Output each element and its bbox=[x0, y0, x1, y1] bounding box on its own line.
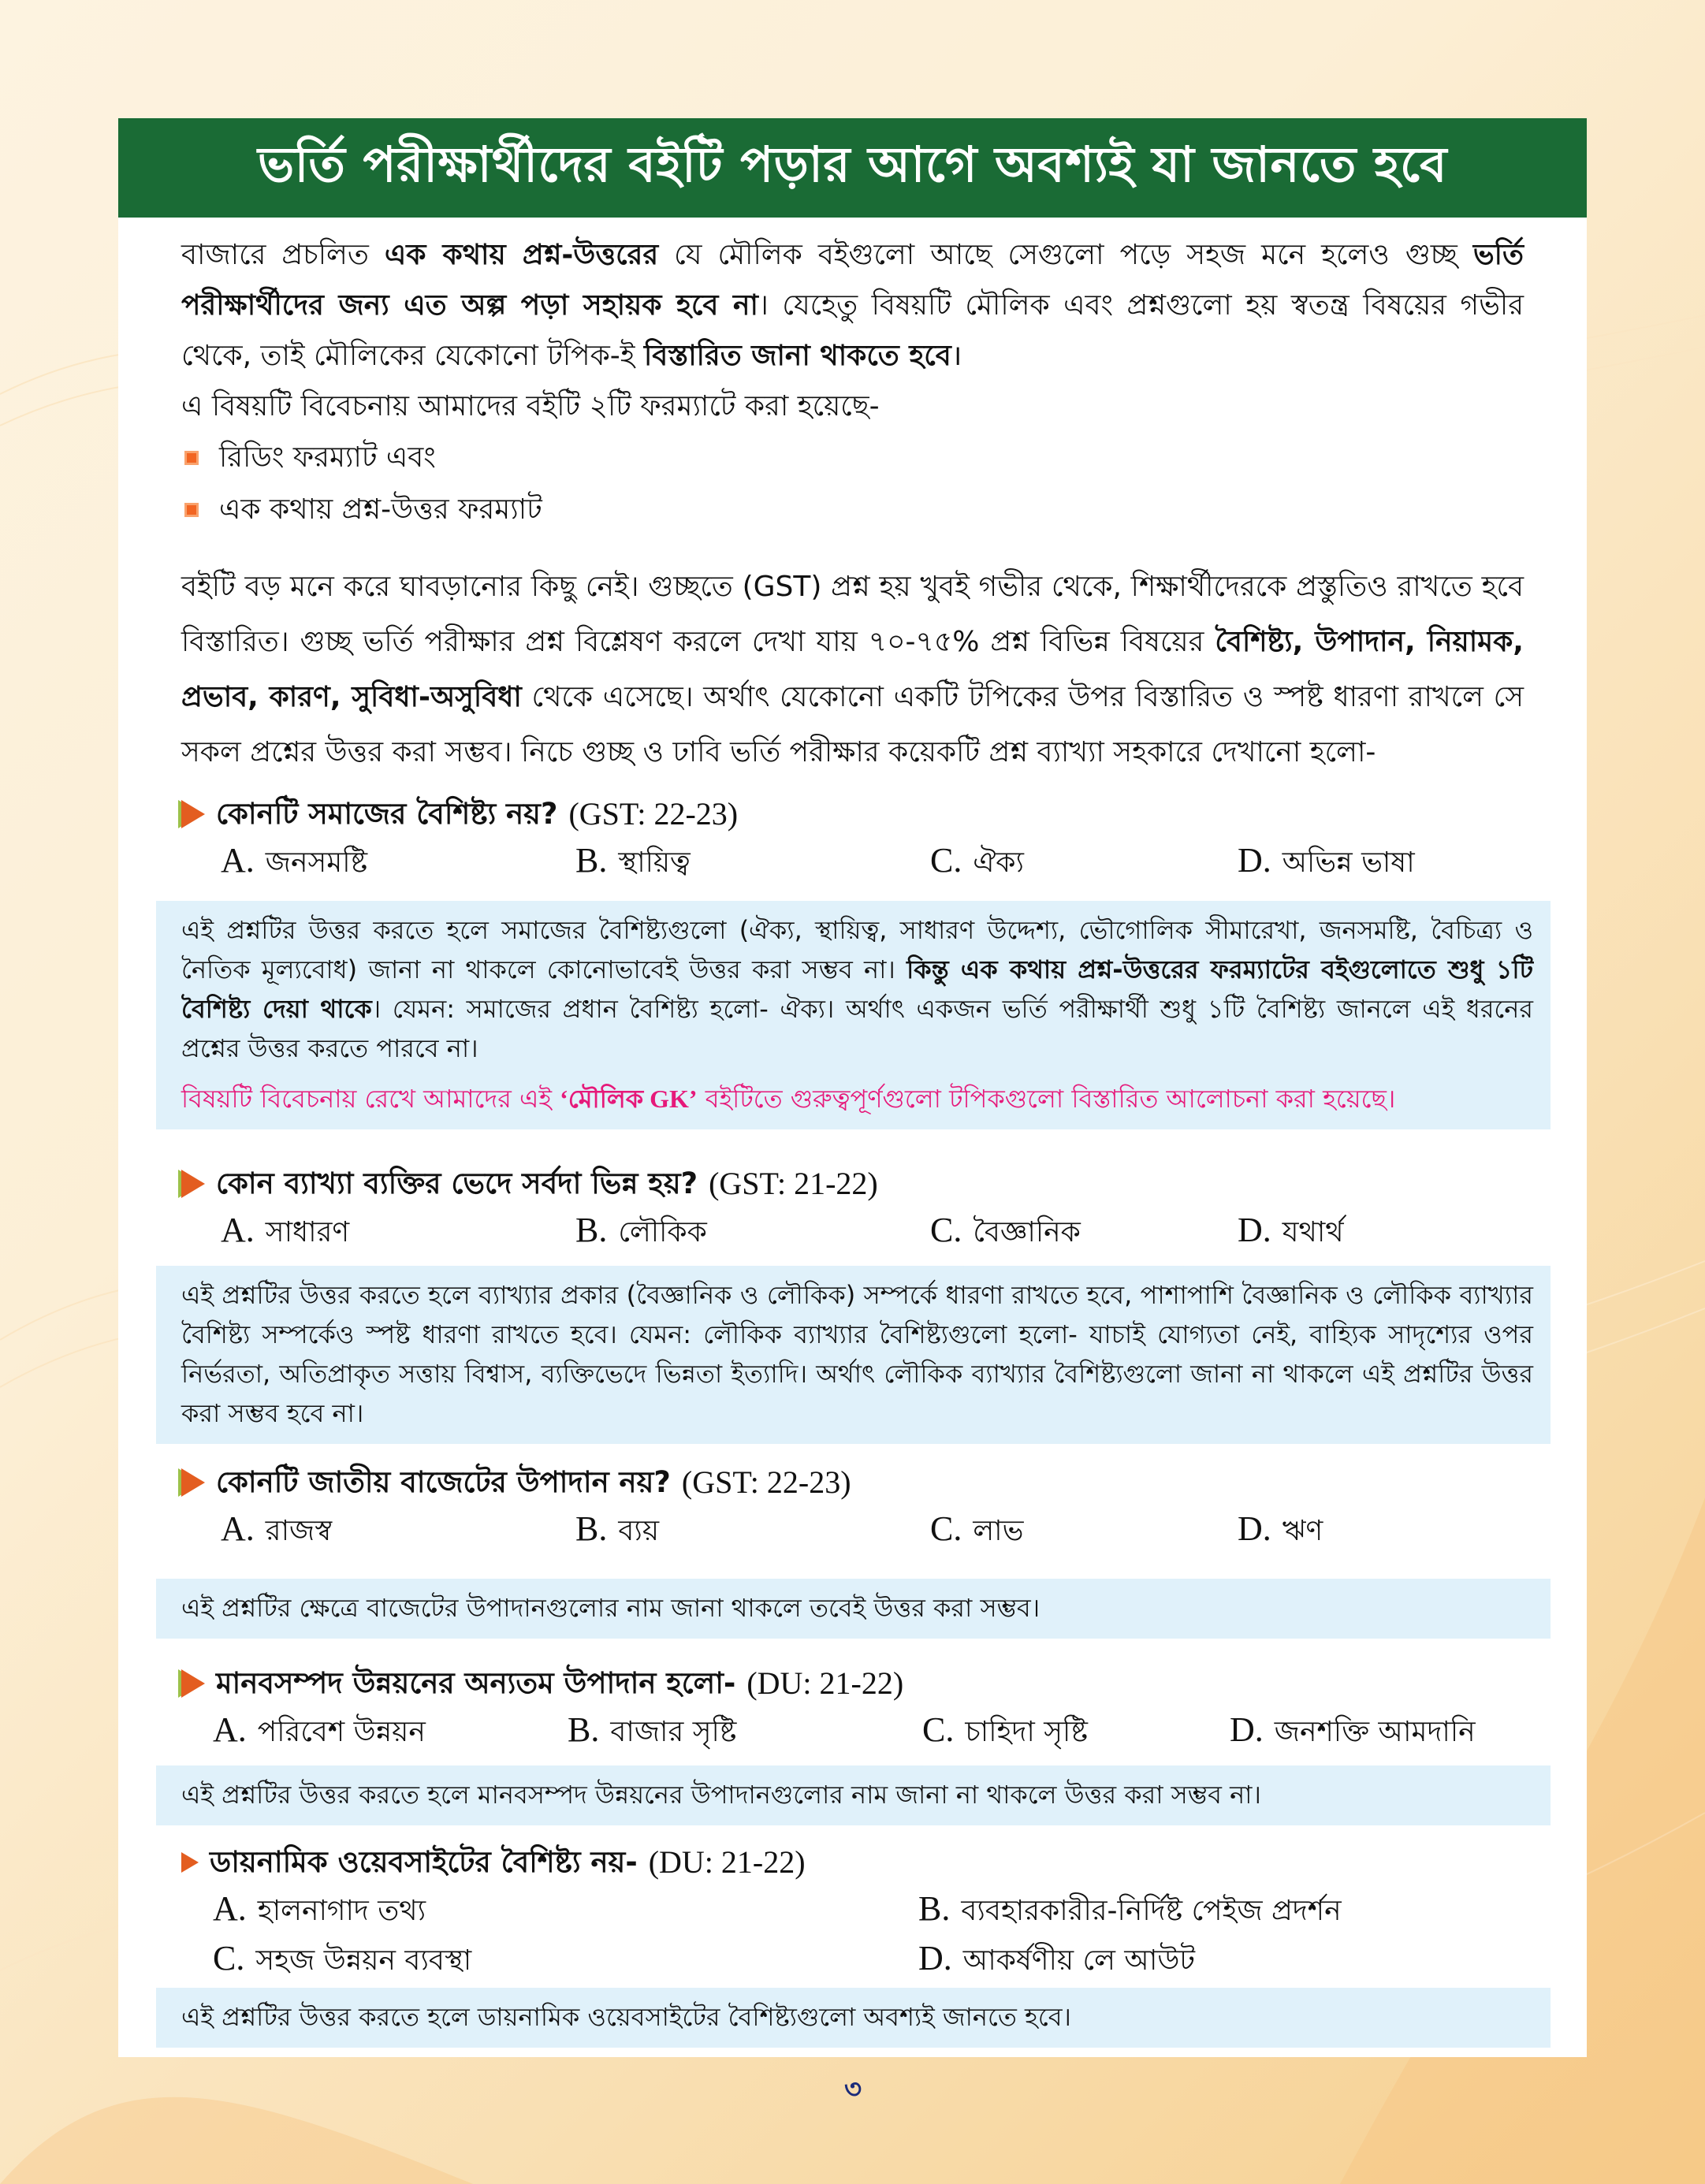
option-text: সাধারণ bbox=[265, 1216, 350, 1248]
content-area bbox=[181, 230, 1534, 2048]
options-row bbox=[181, 1505, 1524, 1555]
intro-text: বাজারে প্রচলিত bbox=[181, 239, 385, 271]
option-letter: D. bbox=[1238, 841, 1271, 880]
option-letter: A. bbox=[221, 1211, 255, 1249]
option-c bbox=[213, 1935, 918, 1985]
option-a bbox=[221, 1505, 575, 1555]
options-grid bbox=[181, 1885, 1524, 1985]
square-bullet-icon bbox=[184, 503, 199, 517]
analysis-text: বইটি বড় মনে করে ঘাবড়ানোর কিছু নেই। গুচ্ছতে (GST) প্রশ্ন হয় খুবই গভীর থেকে, শিক্ষার্থীদেরকে প্রস্তুতিও রাখতে হবে বিস্তারিত। গুচ্ছ ভর্তি পরীক্ষার প্রশ্ন বিশ্লেষণ করলে দেখা যায় ৭০-৭৫% প্রশ্ন বিভিন্ন বিষয়ের bbox=[181, 571, 1524, 658]
question-tag: (DU: 21-22) bbox=[746, 1665, 904, 1701]
option-d bbox=[918, 1935, 1549, 1985]
question-text: মানবসম্পদ উন্নয়নের অন্যতম উপাদান হলো- bbox=[216, 1666, 736, 1700]
list-item bbox=[181, 484, 1524, 536]
explanation-box: এই প্রশ্নটির উত্তর করতে হলে ডায়নামিক ওয়েবসাইটের বৈশিষ্ট্যগুলো অবশ্যই জানতে হবে। bbox=[156, 1988, 1551, 2048]
list-item bbox=[181, 432, 1524, 484]
option-text: সহজ উন্নয়ন ব্যবস্থা bbox=[255, 1944, 472, 1977]
option-text: বাজার সৃষ্টি bbox=[610, 1716, 737, 1748]
question-tag: (GST: 22-23) bbox=[681, 1464, 851, 1500]
option-c bbox=[922, 1706, 1230, 1756]
square-bullet-icon bbox=[184, 451, 199, 465]
option-letter: D. bbox=[918, 1939, 952, 1978]
question-block bbox=[181, 1161, 1533, 1444]
option-b bbox=[918, 1885, 1549, 1935]
options-row bbox=[181, 1207, 1524, 1256]
option-c bbox=[930, 837, 1238, 887]
option-text: আকর্ষণীয় লে আউট bbox=[962, 1944, 1196, 1977]
intro-bold-text: বিস্তারিত জানা থাকতে হবে bbox=[643, 340, 951, 372]
list-item-label: রিডিং ফরম্যাট এবং bbox=[219, 441, 436, 474]
option-letter: A. bbox=[221, 841, 255, 880]
option-text: স্থায়িত্ব bbox=[618, 846, 691, 879]
triangle-arrow-icon bbox=[181, 1170, 205, 1198]
option-a bbox=[221, 837, 575, 887]
option-text: বৈজ্ঞানিক bbox=[973, 1216, 1081, 1248]
page-card bbox=[118, 118, 1587, 2057]
question-title bbox=[181, 1840, 1524, 1885]
intro-bold-text: এক কথায় প্রশ্ন-উত্তরের bbox=[384, 239, 659, 271]
triangle-arrow-icon bbox=[181, 1852, 199, 1873]
option-text: জনসমষ্টি bbox=[265, 846, 368, 879]
triangle-arrow-icon bbox=[181, 1468, 205, 1497]
intro-text: । যেহেতু বিষয়টি মৌলিক এবং প্রশ্নগুলো হয় স্বতন্ত্র বিষয়ের গভীর থেকে, তাই মৌলিকের যেকোনো টপিক-ই bbox=[181, 289, 1524, 372]
question-block bbox=[181, 1840, 1524, 2048]
intro-text: যে মৌলিক বইগুলো আছে সেগুলো পড়ে সহজ মনে হলেও গুচ্ছ bbox=[658, 239, 1473, 271]
analysis-bold-text: বৈশিষ্ট্য, উপাদান, নিয়ামক, প্রভাব, কারণ, সুবিধা-অসুবিধা bbox=[181, 626, 1524, 713]
page-number: ৩ bbox=[843, 2074, 862, 2105]
option-a bbox=[213, 1885, 918, 1935]
explanation-text: । যেমন: সমাজের প্রধান বৈশিষ্ট্য হলো- ঐক্য। অর্থাৎ একজন ভর্তি পরীক্ষার্থী শুধু ১টি বৈশিষ্ট্য জানলে এই ধরনের প্রশ্নের উত্তর করতে পারবে না। bbox=[181, 994, 1533, 1063]
explanation-bold-text: কিন্তু এক কথায় প্রশ্ন-উত্তরের ফরম্যাটের বইগুলোতে শুধু ১টি বৈশিষ্ট্য দেয়া থাকে bbox=[181, 954, 1534, 1024]
question-title bbox=[181, 1161, 1524, 1207]
analysis-text: থেকে এসেছে। অর্থাৎ যেকোনো একটি টপিকের উপর বিস্তারিত ও স্পষ্ট ধারণা রাখলে সে সকল প্রশ্নের উত্তর করা সম্ভব। নিচে গুচ্ছ ও ঢাবি ভর্তি পরীক্ষার কয়েকটি প্রশ্ন ব্যাখ্যা সহকারে দেখানো হলো- bbox=[181, 681, 1524, 768]
option-letter: A. bbox=[221, 1509, 255, 1548]
option-text: লাভ bbox=[973, 1515, 1024, 1547]
option-letter: A. bbox=[213, 1710, 247, 1749]
option-d bbox=[1230, 1706, 1545, 1756]
format-lead: এ বিষয়টি বিবেচনায় আমাদের বইটি ২টি ফরম্যাটে করা হয়েছে- bbox=[181, 390, 880, 422]
option-a bbox=[213, 1706, 568, 1756]
option-c bbox=[930, 1207, 1238, 1256]
option-text: ব্যবহারকারীর-নির্দিষ্ট পেইজ প্রদর্শন bbox=[961, 1895, 1342, 1927]
option-text: হালনাগাদ তথ্য bbox=[257, 1895, 426, 1927]
option-text: রাজস্ব bbox=[265, 1515, 333, 1547]
option-b bbox=[568, 1706, 922, 1756]
page-title: ভর্তি পরীক্ষার্থীদের বইটি পড়ার আগে অবশ্যই যা জানতে হবে bbox=[118, 118, 1587, 218]
explanation-text: এই প্রশ্নটির উত্তর করতে হলে সমাজের বৈশিষ্ট্যগুলো (ঐক্য, স্থায়িত্ব, সাধারণ উদ্দেশ্য, ভৌগোলিক সীমারেখা, জনসমষ্টি, বৈচিত্র্য ও নৈতিক মূল্যবোধ) জানা না থাকলে কোনোভাবেই উত্তর করা সম্ভব না। bbox=[181, 915, 1533, 984]
option-letter: B. bbox=[575, 1509, 608, 1548]
question-tag: (GST: 21-22) bbox=[709, 1166, 878, 1201]
highlight-note bbox=[181, 1079, 1533, 1118]
question-block bbox=[181, 1460, 1524, 1639]
explanation-box: এই প্রশ্নটির ক্ষেত্রে বাজেটের উপাদানগুলোর নাম জানা থাকলে তবেই উত্তর করা সম্ভব। bbox=[156, 1579, 1551, 1639]
option-b bbox=[575, 1207, 930, 1256]
list-item-label: এক কথায় প্রশ্ন-উত্তর ফরম্যাট bbox=[219, 493, 542, 526]
question-title bbox=[181, 1460, 1524, 1505]
question-text: ডায়নামিক ওয়েবসাইটের বৈশিষ্ট্য নয়- bbox=[210, 1845, 638, 1879]
intro-text: । bbox=[951, 340, 962, 372]
option-letter: B. bbox=[568, 1710, 600, 1749]
option-letter: B. bbox=[575, 1211, 608, 1249]
question-tag: (GST: 22-23) bbox=[568, 796, 739, 832]
option-text: অভিন্ন ভাষা bbox=[1282, 846, 1415, 879]
option-a bbox=[221, 1207, 575, 1256]
explanation-box: এই প্রশ্নটির উত্তর করতে হলে মানবসম্পদ উন্নয়নের উপাদানগুলোর নাম জানা না থাকলে উত্তর করা সম্ভব না। bbox=[156, 1765, 1551, 1825]
option-text: ঋণ bbox=[1282, 1515, 1323, 1547]
question-text: কোনটি সমাজের বৈশিষ্ট্য নয়? bbox=[216, 797, 558, 831]
option-text: চাহিদা সৃষ্টি bbox=[965, 1716, 1088, 1748]
question-title bbox=[181, 1661, 1524, 1706]
format-list bbox=[181, 432, 1524, 536]
option-text: ব্যয় bbox=[618, 1515, 660, 1547]
options-row bbox=[181, 837, 1524, 887]
option-text: জনশক্তি আমদানি bbox=[1274, 1716, 1476, 1748]
explanation-box bbox=[156, 901, 1551, 1129]
option-letter: B. bbox=[575, 841, 608, 880]
question-tag: (DU: 21-22) bbox=[648, 1844, 806, 1880]
explanation-box: এই প্রশ্নটির উত্তর করতে হলে ব্যাখ্যার প্রকার (বৈজ্ঞানিক ও লৌকিক) সম্পর্কে ধারণা রাখতে হবে, পাশাপাশি বৈজ্ঞানিক ও লৌকিক ব্যাখ্যার বৈশিষ্ট্য সম্পর্কেও স্পষ্ট ধারণা রাখতে হবে। যেমন: লৌকিক ব্যাখ্যার বৈশিষ্ট্যগুলো হলো- যাচাই যোগ্যতা নেই, বাহ্যিক সাদৃশ্যের ওপর নির্ভরতা, অতিপ্রাকৃত সত্তায় বিশ্বাস, ব্যক্তিভেদে ভিন্নতা ইত্যাদি। অর্থাৎ লৌকিক ব্যাখ্যার বৈশিষ্ট্যগুলো জানা না থাকলে এই প্রশ্নটির উত্তর করা সম্ভব হবে না। bbox=[156, 1266, 1551, 1444]
option-text: পরিবেশ উন্নয়ন bbox=[257, 1716, 426, 1748]
option-b bbox=[575, 1505, 930, 1555]
options-row bbox=[181, 1706, 1524, 1756]
note-text: বিষয়টি বিবেচনায় রেখে আমাদের এই bbox=[181, 1084, 560, 1114]
option-text: লৌকিক bbox=[618, 1216, 707, 1248]
option-text: ঐক্য bbox=[973, 846, 1024, 879]
option-letter: C. bbox=[213, 1939, 245, 1978]
triangle-arrow-icon bbox=[181, 800, 205, 828]
option-letter: C. bbox=[930, 1509, 962, 1548]
option-letter: C. bbox=[930, 1211, 962, 1249]
option-letter: D. bbox=[1238, 1211, 1271, 1249]
option-d bbox=[1238, 837, 1553, 887]
question-text: কোনটি জাতীয় বাজেটের উপাদান নয়? bbox=[216, 1465, 671, 1499]
question-block bbox=[181, 1661, 1524, 1825]
triangle-arrow-icon bbox=[181, 1669, 205, 1698]
option-letter: D. bbox=[1230, 1710, 1264, 1749]
option-text: যথার্থ bbox=[1282, 1216, 1344, 1248]
analysis-paragraph bbox=[181, 560, 1524, 780]
option-letter: B. bbox=[918, 1889, 951, 1928]
option-d bbox=[1238, 1505, 1553, 1555]
question-title bbox=[181, 791, 1524, 837]
note-bold-text: ‘মৌলিক GK’ bbox=[560, 1085, 698, 1113]
option-letter: D. bbox=[1238, 1509, 1271, 1548]
option-letter: C. bbox=[930, 841, 962, 880]
option-c bbox=[930, 1505, 1238, 1555]
option-b bbox=[575, 837, 930, 887]
question-text: কোন ব্যাখ্যা ব্যক্তির ভেদে সর্বদা ভিন্ন হয়? bbox=[216, 1166, 698, 1200]
option-d bbox=[1238, 1207, 1553, 1256]
option-letter: A. bbox=[213, 1889, 247, 1928]
option-letter: C. bbox=[922, 1710, 955, 1749]
intro-bold-text: ভর্তি পরীক্ষার্থীদের জন্য এত অল্প পড়া সহায়ক হবে না bbox=[181, 239, 1524, 322]
question-block bbox=[181, 791, 1534, 1129]
note-text: বইটিতে গুরুত্বপূর্ণগুলো টপিকগুলো বিস্তারিত আলোচনা করা হয়েছে। bbox=[697, 1084, 1396, 1114]
intro-paragraph bbox=[181, 230, 1524, 381]
